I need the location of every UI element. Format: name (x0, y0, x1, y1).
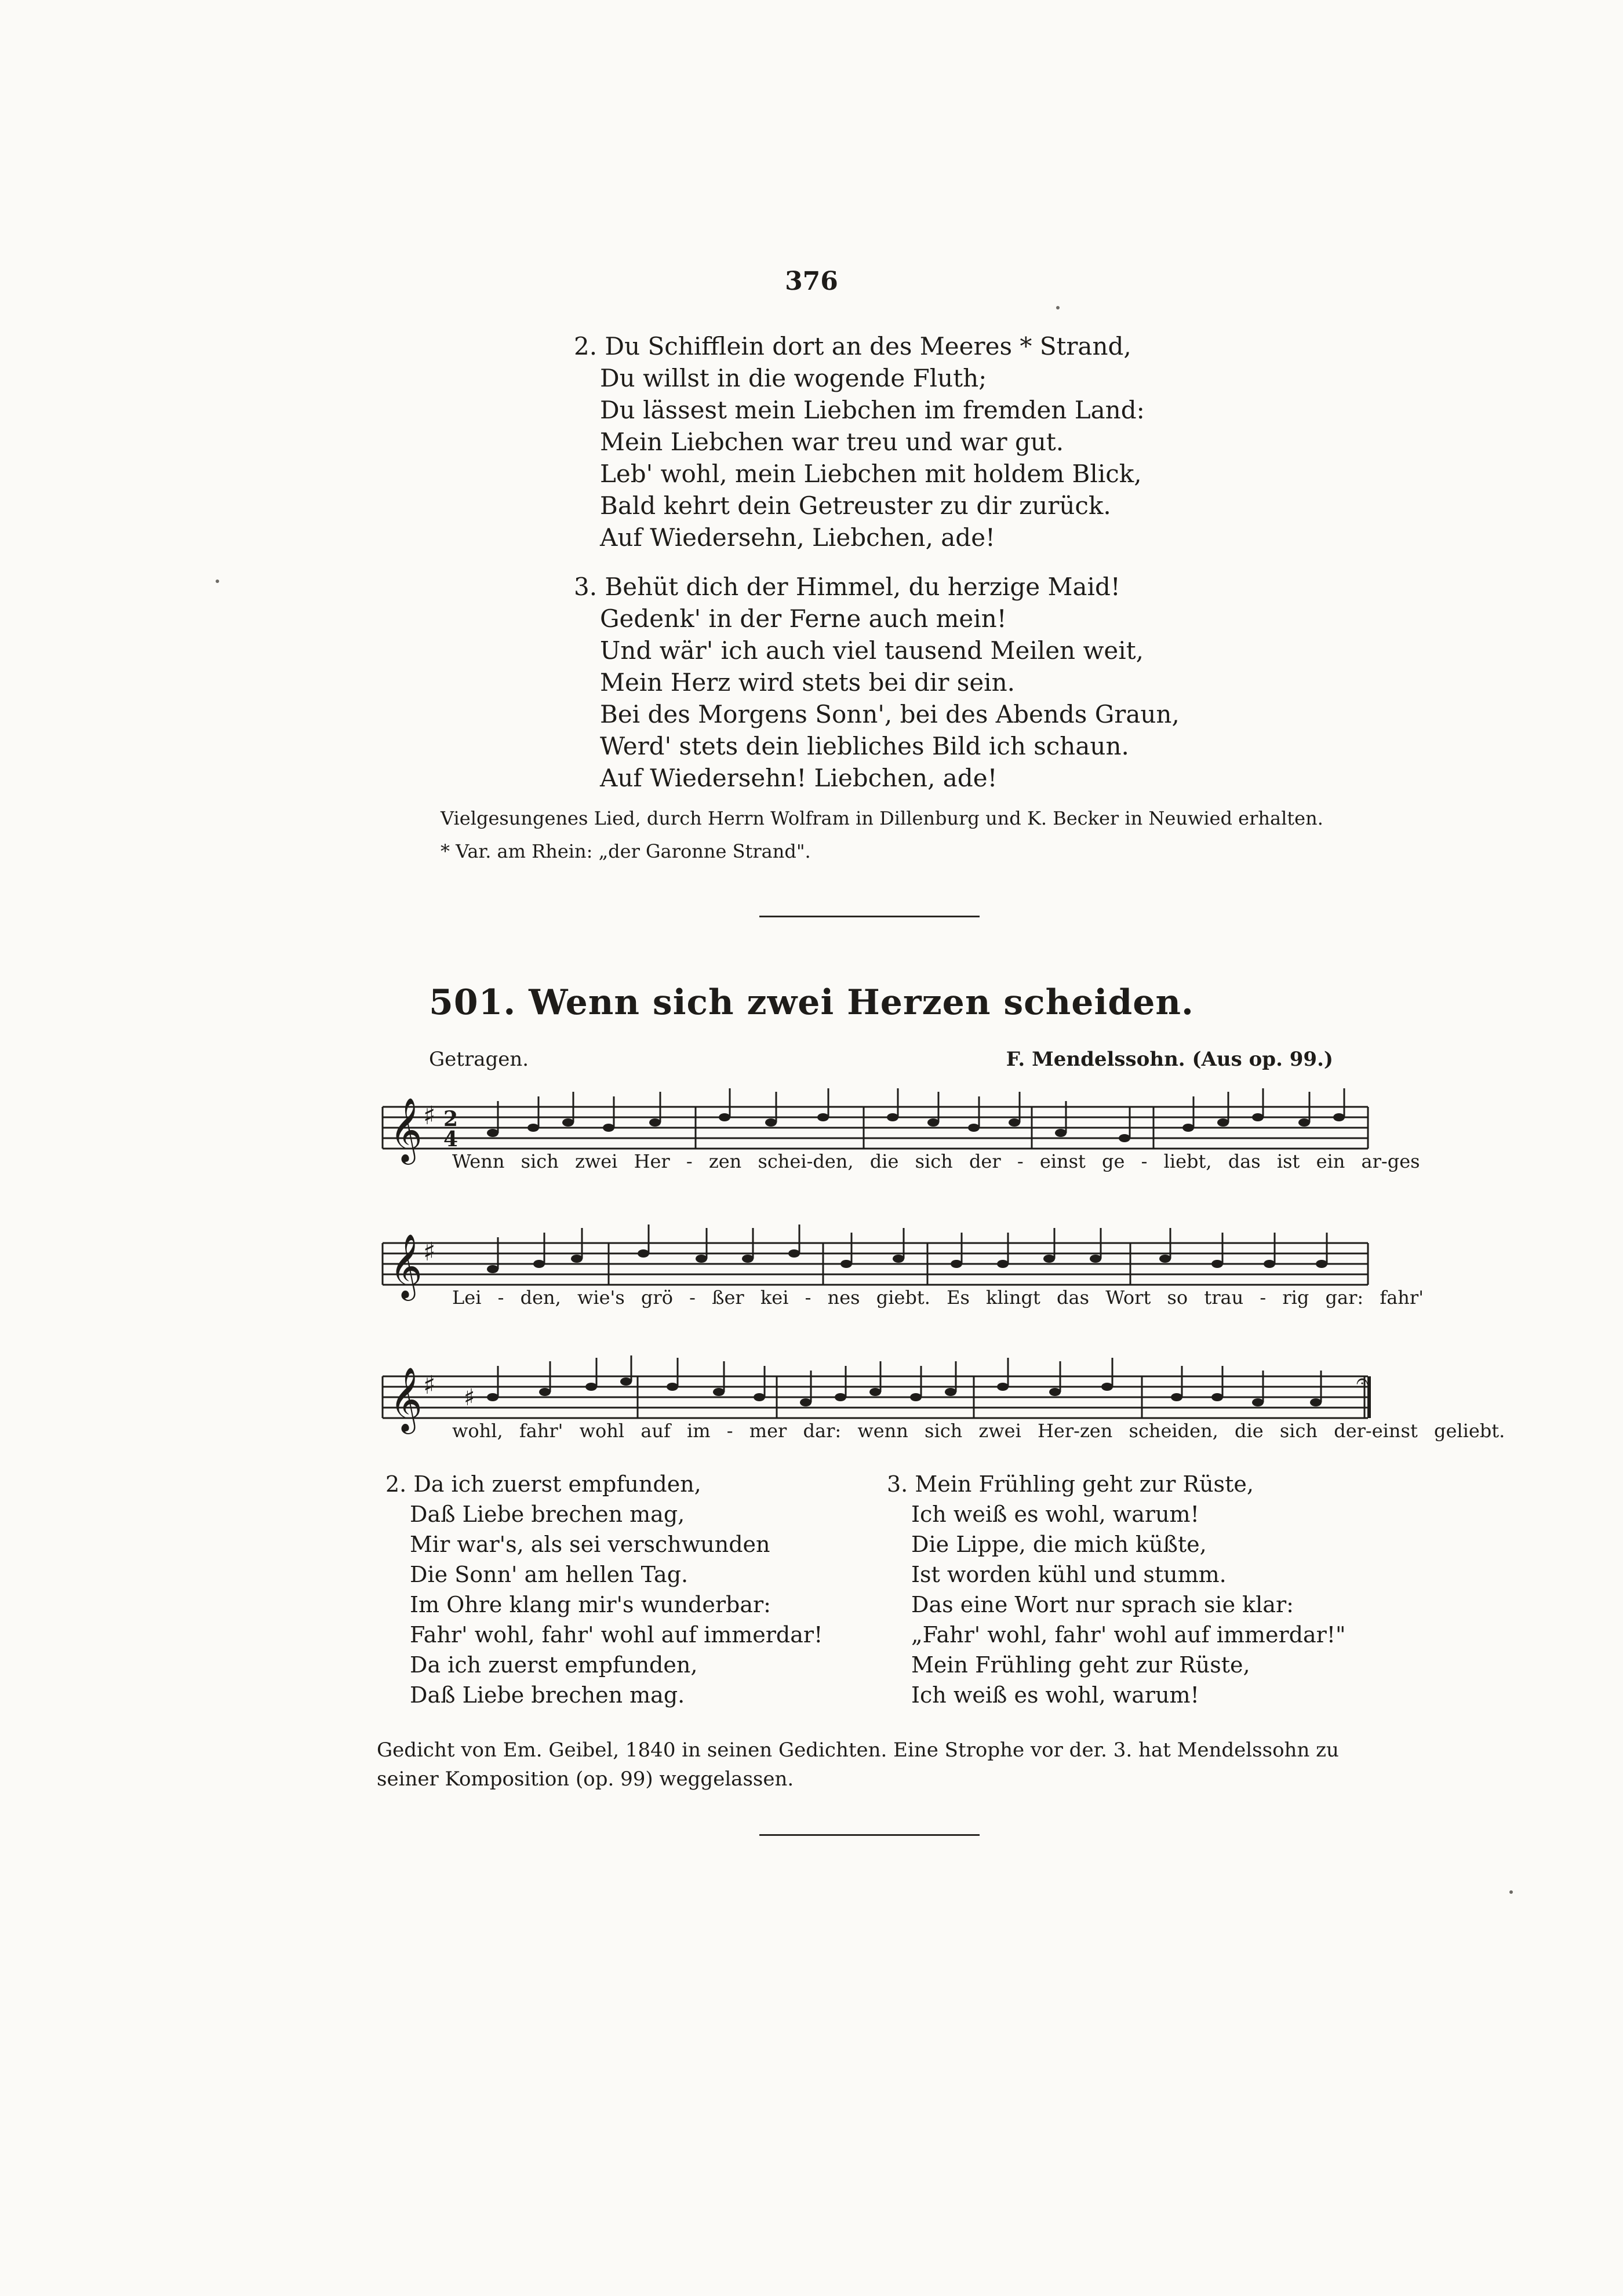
lyrics-line-3: wohl, fahr' wohl auf im - mer dar: wenn sich zwei Her-zen scheiden, die sich der-einst geliebt. (452, 1420, 1505, 1442)
verse-line: Mir war's, als sei verschwunden (410, 1532, 770, 1557)
note-stems (498, 1088, 1344, 1138)
treble-clef: 𝄞 (390, 1233, 423, 1298)
speck (1509, 1890, 1513, 1894)
verse-line: Die Sonn' am hellen Tag. (410, 1562, 689, 1587)
lyrics-line-2: Lei - den, wie's grö - ßer kei - nes giebt. Es klingt das Wort so trau - rig gar: fahr' (452, 1287, 1424, 1309)
verse-line: Ist worden kühl und stumm. (911, 1562, 1227, 1587)
tempo-marking: Getragen. (429, 1048, 529, 1071)
stanza-line: 3. Behüt dich der Himmel, du herzige Maid! (574, 573, 1120, 601)
stanza-line: Mein Herz wird stets bei dir sein. (600, 668, 1016, 697)
verse-line: Daß Liebe brechen mag. (410, 1682, 685, 1708)
composer-credit: F. Mendelssohn. (Aus op. 99.) (1006, 1048, 1333, 1071)
notes (487, 1377, 1322, 1406)
section-divider (759, 916, 980, 917)
verse-line: „Fahr' wohl, fahr' wohl auf immerdar!" (911, 1622, 1346, 1648)
stanza-line: 2. Du Schifflein dort an des Meeres * Strand, (574, 332, 1131, 360)
stanza-line: Leb' wohl, mein Liebchen mit holdem Blick, (600, 460, 1142, 488)
verse-line: Ich weiß es wohl, warum! (911, 1682, 1199, 1708)
stanza-line: Auf Wiedersehn! Liebchen, ade! (600, 764, 998, 792)
lyrics-line-1: Wenn sich zwei Her - zen schei-den, die sich der - einst ge - liebt, das ist ein ar-ges (452, 1150, 1420, 1172)
sharp-sign: ♯ (423, 1237, 436, 1267)
note-stems (498, 1355, 1321, 1402)
sharp-sign: ♯ (423, 1371, 436, 1400)
treble-clef: 𝄞 (390, 1097, 423, 1162)
speck (216, 580, 219, 583)
page-number: 376 (785, 267, 838, 296)
stanza-line: Bei des Morgens Sonn', bei des Abends Graun, (600, 700, 1180, 728)
stanza-line: Werd' stets dein liebliches Bild ich schaun. (600, 732, 1129, 760)
note-stems (498, 1224, 1327, 1269)
stanza-line: Du lässest mein Liebchen im fremden Land: (600, 396, 1145, 424)
sharp-sign: ♯ (423, 1101, 436, 1131)
time-signature-bottom: 4 (443, 1127, 458, 1151)
verse-line: Da ich zuerst empfunden, (410, 1652, 698, 1678)
verse-2 (385, 1469, 823, 1710)
speck (1056, 306, 1060, 309)
verse-line: Daß Liebe brechen mag, (410, 1501, 685, 1527)
song-heading (0, 982, 1623, 1023)
treble-clef: 𝄞 (390, 1366, 423, 1431)
stanza-line: Bald kehrt dein Getreuster zu dir zurück. (600, 491, 1111, 520)
source-note: Vielgesungenes Lied, durch Herrn Wolfram in Dillenburg und K. Becker in Neuwied erhalten. (441, 807, 1323, 829)
verse-line: Im Ohre klang mir's wunderbar: (410, 1592, 771, 1617)
stanza-3 (574, 571, 1180, 794)
time-signature-top: 2 (443, 1107, 458, 1131)
verse-line: 3. Mein Frühling geht zur Rüste, (887, 1471, 1254, 1497)
verse-line: Die Lippe, die mich küßte, (911, 1532, 1207, 1557)
verse-line: Das eine Wort nur sprach sie klar: (911, 1592, 1294, 1617)
section-divider (759, 1834, 980, 1836)
verse-line: Ich weiß es wohl, warum! (911, 1501, 1199, 1527)
verse-3 (887, 1469, 1346, 1710)
song-title: Wenn sich zwei Herzen scheiden. (529, 982, 1194, 1023)
stanza-line: Gedenk' in der Ferne auch mein! (600, 604, 1007, 633)
song-number: 501. (429, 982, 516, 1023)
verse-line: Fahr' wohl, fahr' wohl auf immerdar! (410, 1622, 823, 1648)
stanza-line: Auf Wiedersehn, Liebchen, ade! (600, 523, 995, 552)
stanza-2 (574, 330, 1145, 553)
variant-note: * Var. am Rhein: „der Garonne Strand". (441, 840, 811, 862)
sharp-sign: ♯ (464, 1384, 475, 1411)
fermata-icon: 𝄐 (1356, 1369, 1369, 1393)
verse-line: 2. Da ich zuerst empfunden, (385, 1471, 701, 1497)
footnote: Gedicht von Em. Geibel, 1840 in seinen Gedichten. Eine Strophe vor der. 3. hat Mendelssohn zu seiner Komposition (op. 99) weggelassen. (377, 1739, 1339, 1791)
stanza-line: Mein Liebchen war treu und war gut. (600, 428, 1064, 456)
stanza-line: Du willst in die wogende Fluth; (600, 364, 987, 392)
verse-line: Mein Frühling geht zur Rüste, (911, 1652, 1250, 1678)
stanza-line: Und wär' ich auch viel tausend Meilen weit, (600, 636, 1144, 665)
